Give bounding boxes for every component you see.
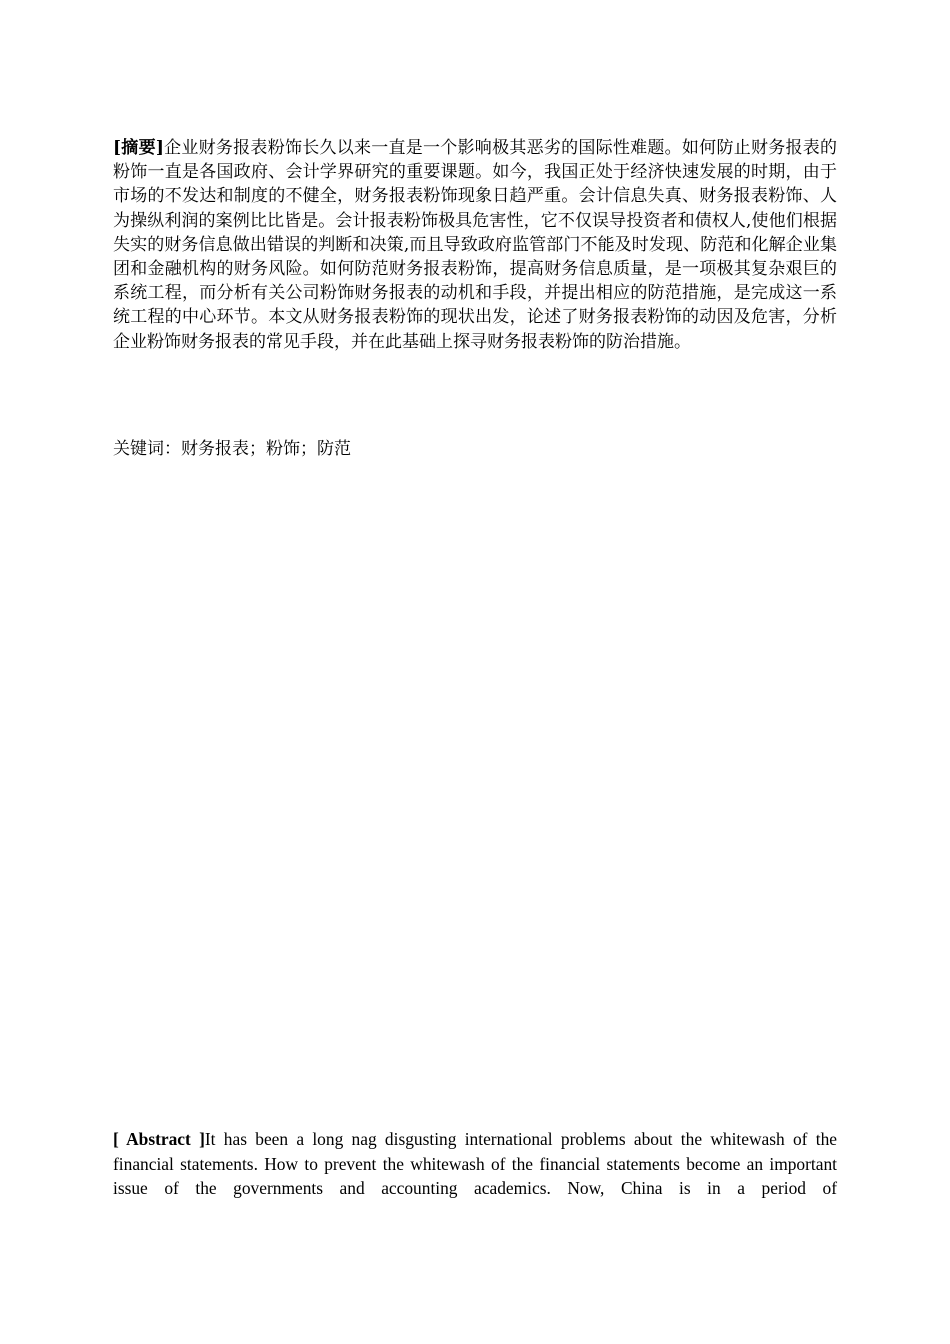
keywords-text: 财务报表；粉饰；防范 <box>181 439 351 459</box>
keywords-line <box>113 437 837 461</box>
english-abstract-paragraph <box>113 1127 837 1201</box>
chinese-abstract-text: 企业财务报表粉饰长久以来一直是一个影响极其恶劣的国际性难题。如何防止财务报表的粉饰一直是各国政府、会计学界研究的重要课题。如今，我国正处于经济快速发展的时期，由于市场的不发达和制度的不健全，财务报表粉饰现象日趋严重。会计信息失真、财务报表粉饰、人为操纵利润的案例比比皆是。会计报表粉饰极具危害性，它不仅误导投资者和债权人,使他们根据失实的财务信息做出错误的判断和决策,而且导致政府监管部门不能及时发现、防范和化解企业集团和金融机构的财务风险。如何防范财务报表粉饰，提高财务信息质量，是一项极其复杂艰巨的系统工程，而分析有关公司粉饰财务报表的动机和手段，并提出相应的防范措施，是完成这一系统工程的中心环节。本文从财务报表粉饰的现状出发，论述了财务报表粉饰的动因及危害，分析企业粉饰财务报表的常见手段，并在此基础上探寻财务报表粉饰的防治措施。 <box>113 138 838 352</box>
english-abstract-label: [ Abstract ] <box>113 1129 205 1149</box>
chinese-abstract-paragraph <box>113 136 837 354</box>
english-abstract-text: It has been a long nag disgusting international problems about the whitewash of the financial statements. How to prevent the whitewash of the financial statements become an important issue of the governments and accounting academics. Now, China is in a period of <box>113 1129 837 1199</box>
chinese-abstract-label: [摘要] <box>113 138 164 158</box>
keywords-label: 关键词： <box>113 439 181 459</box>
